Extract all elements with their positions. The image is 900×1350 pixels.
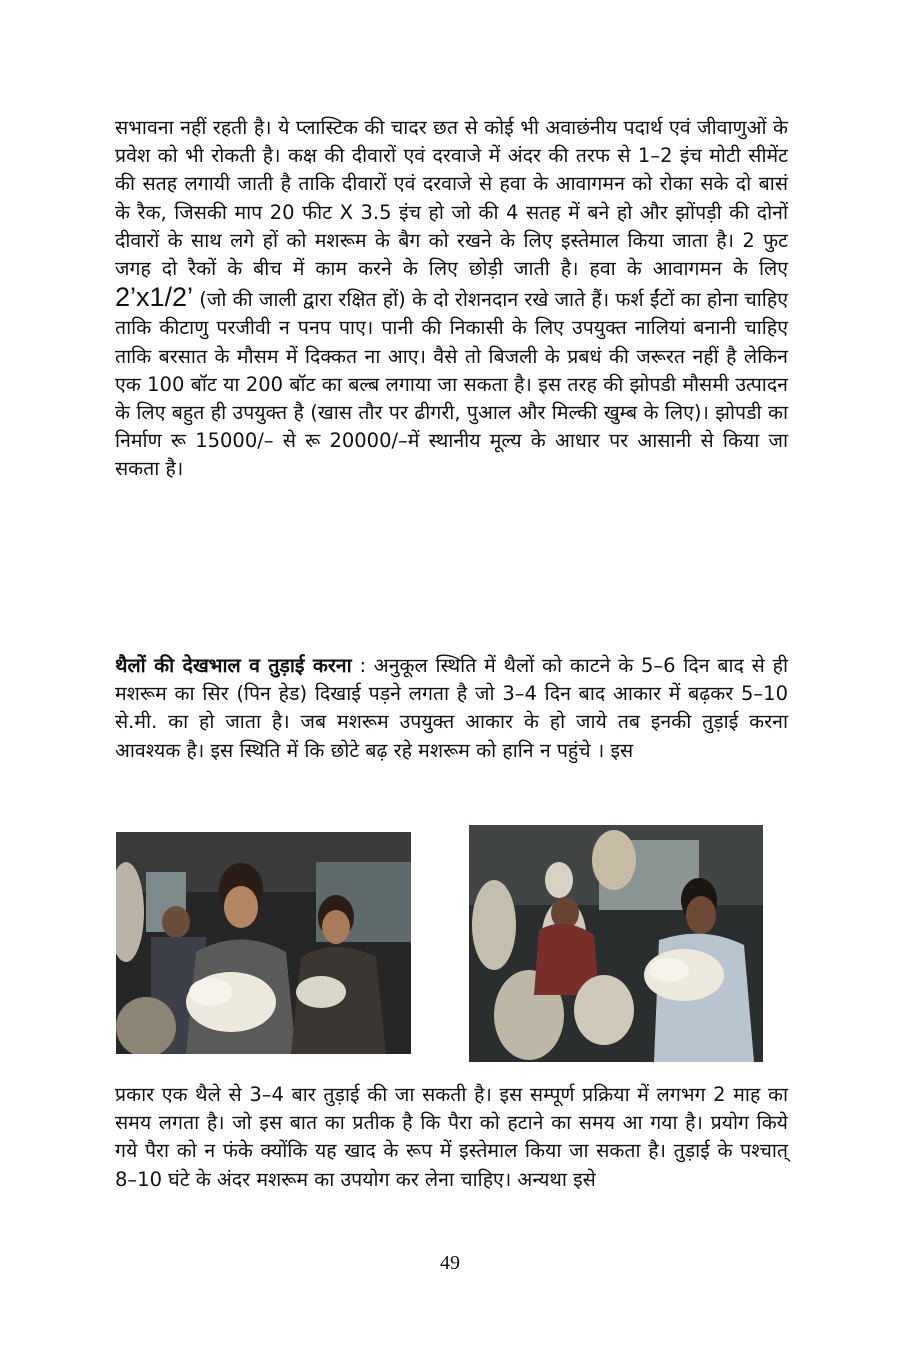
- section-heading: थैलों की देखभाल व तुड़ाई करना: [115, 654, 352, 677]
- paragraph-text: : अनुकूल स्थिति में थैलों को काटने के 5–6 दिन बाद से ही मशरूम का सिर (पिन हेड) दिखाई पड़ने लगता है जो 3–4 दिन बाद आकार में बढ़कर 5–10 से.मी. का हो जाता है। जब मशरूम उपयुक्त आकार के हो जाये तब इनकी तुड़ाई करना आवश्यक है। इस स्थिति में कि छोटे बढ़ रहे मशरूम को हानि न पहुंचे । इस: [115, 654, 788, 762]
- photo-mushroom-harvest-women: [116, 832, 411, 1054]
- paragraph-text: प्रकार एक थैले से 3–4 बार तुड़ाई की जा सकती है। इस सम्पूर्ण प्रक्रिया में लगभग 2 माह का समय लगता है। जो इस बात का प्रतीक है कि पैरा को हटाने का समय आ गया है। प्रयोग किये गये पैरा को न फंके क्योंकि यह खाद के रूप में इस्तेमाल किया जा सकता है। तुड़ाई के पश्चात् 8–10 घंटे के अंदर मशरूम का उपयोग कर लेना चाहिए। अन्यथा इसे: [115, 1083, 788, 1191]
- paragraph-text-part1: सभावना नहीं रहती है। ये प्लास्टिक की चादर छत से कोई भी अवाछंनीय पदार्थ एवं जीवाणुओं के प्रवेश को भी रोकती है। कक्ष की दीवारों एवं दरवाजे में अंदर की तरफ से 1–2 इंच मोटी सीमेंट की सतह लगायी जाती है ताकि दीवारों एवं दरवाजे से हवा के आवागमन को रोका सके दो बासं के रैक, जिसकी माप 20 फीट X 3.5 इंच हो जो की 4 सतह में बने हो और झोंपड़ी की दोनों दीवारों के साथ लगे हों को मशरूम के बैग को रखने के लिए इस्तेमाल किया जाता है। 2 फुट जगह दो रैकों के बीच में काम करने के लिए छोड़ी जाती है। हवा के आवागमन के लिए: [115, 116, 788, 281]
- paragraph-text-part2: (जो की जाली द्वारा रक्षित हों) के दो रोशनदान रखे जाते हैं। फर्श ईंटों का होना चाहिए ताकि कीटाणु परजीवी न पनप पाए। पानी की निकासी के लिए उपयुक्त नालियां बनानी चाहिए ताकि बरसात के मौसम में दिक्कत ना आए। वैसे तो बिजली के प्रबधं की जरूरत नहीं है लेकिन एक 100 बॉट या 200 बॉट का बल्ब लगाया जा सकता है। इस तरह की झोपडी मौसमी उत्पादन के लिए बहुत ही उपयुक्त है (खास तौर पर ढीगरी, पुआल और मिल्की खुम्ब के लिए)। झोपडी का निर्माण रू 15000/– से रू 20000/–में स्थानीय मूल्य के आधार पर आसानी से किया जा सकता है।: [115, 288, 788, 481]
- page-number: 49: [440, 1252, 460, 1274]
- ventilator-size: 2’x1/2’: [115, 282, 194, 313]
- photo-mushroom-harvest-men: [469, 825, 763, 1062]
- paragraph-mushroom-hut-construction: [115, 114, 788, 484]
- paragraph-bag-care-harvesting: [115, 652, 788, 765]
- paragraph-harvest-continuation: [115, 1081, 788, 1194]
